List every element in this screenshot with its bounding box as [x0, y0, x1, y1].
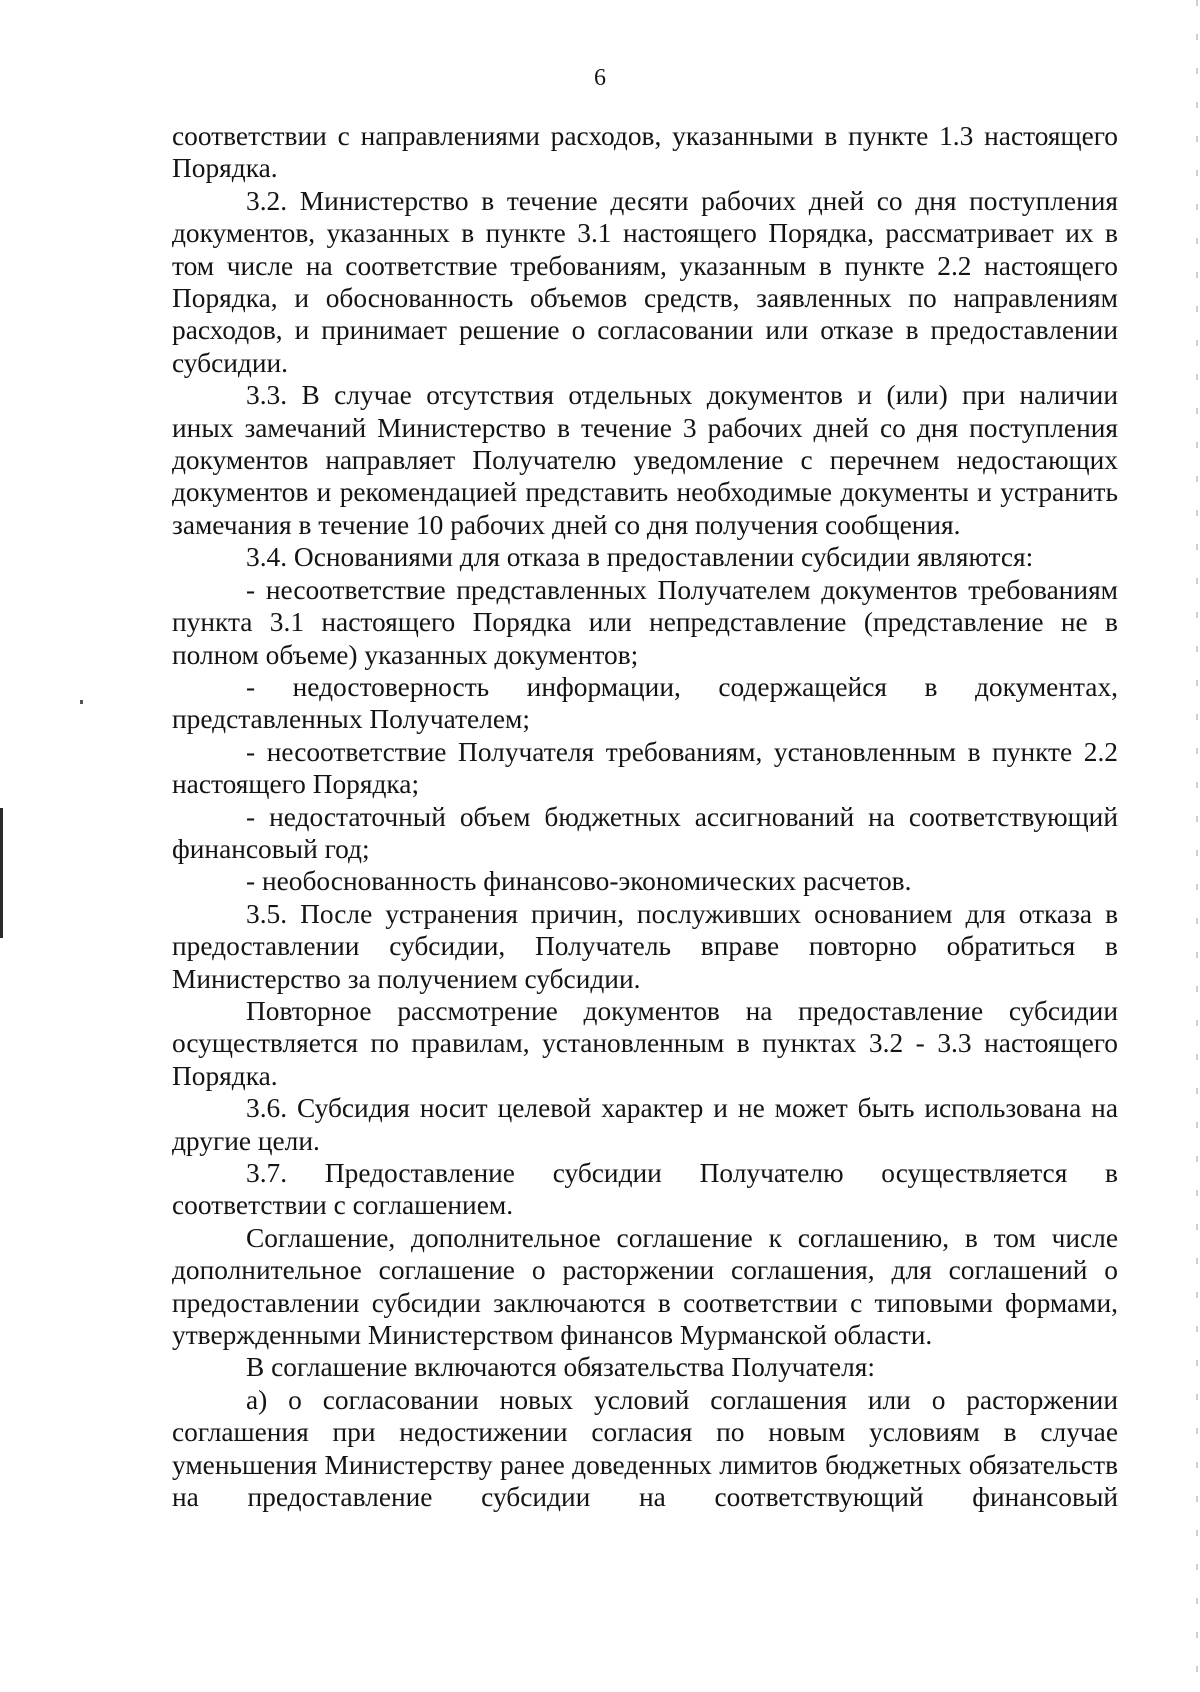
scan-right-edge: [1196, 0, 1198, 1692]
scan-edge-mark: [0, 808, 3, 938]
list-item-refusal-2: - недостоверность информации, содержащейся в документах, представленных Получателем;: [172, 671, 1118, 735]
paragraph-3-4: 3.4. Основаниями для отказа в предоставлении субсидии являются:: [246, 542, 1034, 573]
paragraph-repeat-review: Повторное рассмотрение документов на предоставление субсидии осуществляется по правилам, установленным в пунктах 3.2 - 3.3 настоящего Порядка.: [172, 995, 1118, 1091]
paragraph-3-5: 3.5. После устранения причин, послуживших основанием для отказа в предоставлении субсидии, Получатель вправе повторно обратиться в Министерство за получением субсидии.: [172, 898, 1118, 994]
list-item-obligation-a: а) о согласовании новых условий соглашения или о расторжении соглашения при недостижении согласия по новым условиям в случае уменьшения Министерству ранее доведенных лимитов бюджетных обязательств на предоставление субсидии на соответствующий финансовый: [172, 1384, 1118, 1513]
paragraph-agreement-forms: Соглашение, дополнительное соглашение к соглашению, в том числе дополнительное соглашение о расторжении соглашения, для соглашений о предоставлении субсидии заключаются в соответствии с типовыми формами, утвержденными Министерством финансов Мурманской области.: [172, 1222, 1118, 1351]
paragraph-3-2: 3.2. Министерство в течение десяти рабочих дней со дня поступления документов, указанных в пункте 3.1 настоящего Порядка, рассматривает их в том числе на соответствие требованиям, указанным в пункте 2.2 настоящего Порядка, и обоснованность объемов средств, заявленных по направлениям расходов, и принимает решение о согласовании или отказе в предоставлении субсидии.: [172, 185, 1118, 378]
scan-dust-mark: [80, 700, 83, 704]
paragraph-3-7: 3.7. Предоставление субсидии Получателю осуществляется в соответствии с соглашением.: [172, 1158, 1118, 1221]
paragraph-continuation: соответствии с направлениями расходов, указанными в пункте 1.3 настоящего Порядка.: [172, 121, 1118, 184]
page-number: 6: [594, 65, 606, 91]
list-item-refusal-1: - несоответствие представленных Получателем документов требованиям пункта 3.1 настоящего Порядка или непредставление (представление не в полном объеме) указанных документов;: [172, 574, 1118, 670]
paragraph-obligations: В соглашение включаются обязательства Получателя:: [246, 1352, 875, 1383]
list-item-refusal-5: - необоснованность финансово-экономических расчетов.: [246, 866, 912, 897]
list-item-refusal-3: - несоответствие Получателя требованиям, установленным в пункте 2.2 настоящего Порядка;: [172, 736, 1118, 800]
paragraph-3-3: 3.3. В случае отсутствия отдельных документов и (или) при наличии иных замечаний Министерство в течение 3 рабочих дней со дня поступления документов направляет Получателю уведомление с перечнем недостающих документов и рекомендацией представить необходимые документы и устранить замечания в течение 10 рабочих дней со дня получения сообщения.: [172, 380, 1118, 540]
list-item-refusal-4: - недостаточный объем бюджетных ассигнований на соответствующий финансовый год;: [172, 801, 1118, 864]
paragraph-3-6: 3.6. Субсидия носит целевой характер и не может быть использована на другие цели.: [172, 1093, 1118, 1156]
document-body: [172, 120, 1118, 1513]
